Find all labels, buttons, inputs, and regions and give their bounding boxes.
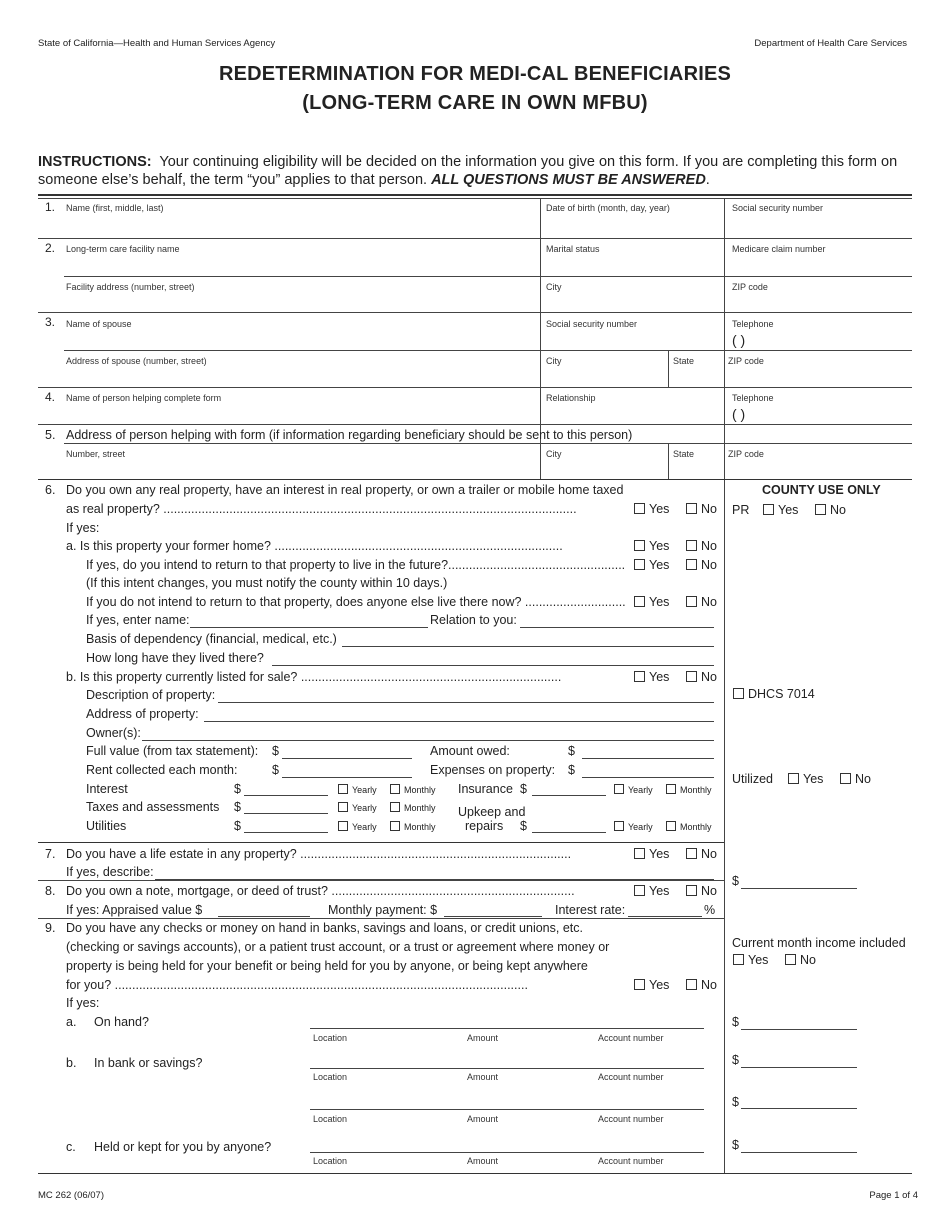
taxes-monthly-checkbox[interactable]: Monthly	[390, 802, 436, 813]
county-pr-yes-checkbox[interactable]: Yes	[763, 503, 798, 517]
question-9-line1: Do you have any checks or money on hand in banks, savings and loans, or credit unions, etc.	[66, 921, 583, 935]
rule-6	[38, 842, 724, 843]
item-number-6: 6.	[45, 483, 56, 497]
q6a-howlong-label: How long have they lived there?	[86, 651, 264, 665]
form-number: MC 262 (06/07)	[38, 1190, 105, 1201]
q9-no-checkbox[interactable]: No	[686, 978, 717, 992]
amount-owed-line[interactable]	[582, 758, 714, 759]
repairs-yearly-checkbox[interactable]: Yearly	[614, 821, 653, 832]
top-rule-2	[38, 198, 912, 199]
full-value-label: Full value (from tax statement):	[86, 744, 259, 758]
q9a-line[interactable]	[310, 1028, 704, 1029]
spouse-city-field[interactable]: City	[546, 356, 562, 366]
dhcs-7014-checkbox[interactable]: DHCS 7014	[733, 687, 815, 701]
q8-monthly-label: Monthly payment: $	[328, 903, 438, 917]
county-income-label: Current month income included	[732, 936, 906, 950]
q6a-no-checkbox[interactable]: No	[686, 539, 717, 553]
item-number-3: 3.	[45, 315, 56, 329]
question-9-line2: (checking or savings accounts), or a patient trust account, or a trust or agreement where money or	[66, 940, 610, 954]
q9-if-yes: If yes:	[66, 996, 100, 1010]
q6b-address-line[interactable]	[204, 721, 714, 722]
q9a-county-line[interactable]	[741, 1029, 857, 1030]
q9a-location-label: Location	[313, 1033, 348, 1043]
q8-no-checkbox[interactable]: No	[686, 884, 717, 898]
full-value-line[interactable]	[282, 758, 412, 759]
q6a-relation-line[interactable]	[520, 627, 714, 628]
divider-state-5	[668, 443, 669, 479]
question-9-line4: for you? .......................................................................................................................	[66, 978, 528, 992]
rule-2a	[64, 276, 912, 277]
q6b-owners-line[interactable]	[142, 740, 714, 741]
telephone-parens-3: ( )	[732, 332, 746, 348]
q9a-label: a.	[66, 1015, 77, 1029]
rule-5a	[64, 443, 912, 444]
rule-4	[38, 424, 912, 425]
q6b-no-checkbox[interactable]: No	[686, 670, 717, 684]
item-number-9: 9.	[45, 921, 56, 935]
insurance-monthly-checkbox[interactable]: Monthly	[666, 784, 712, 795]
q6a-basis-label: Basis of dependency (financial, medical, etc.)	[86, 632, 337, 646]
repairs-label: repairs	[465, 819, 504, 833]
q6b-owners-label: Owner(s):	[86, 726, 141, 740]
q9c-county-line[interactable]	[741, 1152, 857, 1153]
q6a-notify-note: (If this intent changes, you must notify the county within 10 days.)	[86, 576, 448, 590]
q6b-address-label: Address of property:	[86, 707, 199, 721]
form-subtitle: (LONG-TERM CARE IN OWN MFBU)	[302, 92, 648, 114]
q8-rate-line[interactable]	[628, 916, 702, 917]
dob-field[interactable]: Date of birth (month, day, year)	[546, 203, 670, 213]
helper-street-field[interactable]: Number, street	[66, 449, 126, 459]
q9b-county-line-1[interactable]	[741, 1067, 857, 1068]
medicare-field[interactable]: Medicare claim number	[732, 244, 826, 254]
divider-col2	[724, 199, 725, 1174]
q9b-label: b.	[66, 1056, 77, 1070]
q6a-anyone-else: If you do not intend to return to that property, does anyone else live there now? .............................	[86, 595, 626, 609]
instructions	[38, 153, 913, 189]
q6a-yes-checkbox[interactable]: Yes	[634, 539, 669, 553]
q9a-amount-label: Amount	[467, 1033, 499, 1043]
q9c-amount-label: Amount	[467, 1156, 499, 1166]
facility-zip-field[interactable]: ZIP code	[732, 282, 768, 292]
q9b-county-line-2[interactable]	[741, 1108, 857, 1109]
helper-state-field[interactable]: State	[673, 449, 695, 459]
repairs-dollar: $	[520, 819, 527, 833]
question-6-line2: as real property? .......................................................................................................................	[66, 502, 577, 516]
item-number-1: 1.	[45, 200, 56, 214]
helper-name-field[interactable]: Name of person helping complete form	[66, 393, 222, 403]
repairs-line[interactable]	[532, 832, 606, 833]
amount-owed-label: Amount owed:	[430, 744, 510, 758]
upkeep-label: Upkeep and	[458, 805, 526, 819]
rent-line[interactable]	[282, 777, 412, 778]
taxes-yearly-checkbox[interactable]: Yearly	[338, 802, 377, 813]
repairs-monthly-checkbox[interactable]: Monthly	[666, 821, 712, 832]
interest-monthly-checkbox[interactable]: Monthly	[390, 784, 436, 795]
department-name: Department of Health Care Services	[754, 38, 907, 49]
utilized-label: Utilized	[732, 772, 773, 786]
marital-status-field[interactable]: Marital status	[546, 244, 600, 254]
relationship-field[interactable]: Relationship	[546, 393, 596, 403]
instructions-emphasis: ALL QUESTIONS MUST BE ANSWERED	[431, 172, 706, 188]
spouse-name-field[interactable]: Name of spouse	[66, 319, 132, 329]
spouse-address-field[interactable]: Address of spouse (number, street)	[66, 356, 207, 366]
form-title: REDETERMINATION FOR MEDI-CAL BENEFICIARIES	[218, 63, 732, 85]
instructions-text: Your continuing eligibility will be decided on the information you give on this form. If you are completing this form on someone else’s behalf, the term “you” applies to that person.	[38, 154, 898, 188]
rule-1	[38, 238, 912, 239]
ssn-field[interactable]: Social security number	[732, 203, 824, 213]
q9b-line-2[interactable]	[310, 1109, 704, 1110]
utilities-yearly-checkbox[interactable]: Yearly	[338, 821, 377, 832]
q7-county-dollar: $	[732, 874, 739, 888]
q9a-county-dollar: $	[732, 1015, 739, 1029]
interest-yearly-checkbox[interactable]: Yearly	[338, 784, 377, 795]
interest-label: Interest	[86, 782, 128, 796]
q8-yes-checkbox[interactable]: Yes	[634, 884, 669, 898]
q9b-location-label-2: Location	[313, 1114, 348, 1124]
item-number-8: 8.	[45, 884, 56, 898]
q9c-location-label: Location	[313, 1156, 348, 1166]
q6-if-yes: If yes:	[66, 521, 100, 535]
top-rule	[38, 194, 912, 196]
insurance-dollar: $	[520, 782, 527, 796]
rent-dollar: $	[272, 763, 279, 777]
telephone-parens-4: ( )	[732, 406, 746, 422]
q6a-howlong-line[interactable]	[272, 665, 714, 666]
rent-label: Rent collected each month:	[86, 763, 238, 777]
county-use-title: COUNTY USE ONLY	[762, 483, 881, 497]
q9b-account-label-2: Account number	[598, 1114, 664, 1124]
taxes-label: Taxes and assessments	[86, 800, 220, 814]
utilized-yes-checkbox[interactable]: Yes	[788, 772, 823, 786]
income-yes-checkbox[interactable]: Yes	[733, 953, 768, 967]
q7-yes-checkbox[interactable]: Yes	[634, 847, 669, 861]
rule-2	[38, 312, 912, 313]
q8-percent: %	[704, 903, 716, 917]
q9b-account-label-1: Account number	[598, 1072, 664, 1082]
q9b-county-dollar-2: $	[732, 1095, 739, 1109]
question-5: Address of person helping with form (if information regarding beneficiary should be sent to this person)	[66, 428, 633, 442]
q6a-name-line[interactable]	[190, 627, 428, 628]
expenses-label: Expenses on property:	[430, 763, 556, 777]
interest-line[interactable]	[244, 795, 328, 796]
q6a-relation-label: Relation to you:	[430, 613, 517, 627]
page-number: Page 1 of 4	[869, 1190, 918, 1201]
rule-7	[38, 880, 724, 881]
rule-5	[38, 479, 912, 480]
q6b-description-label: Description of property:	[86, 688, 216, 702]
taxes-dollar: $	[234, 800, 241, 814]
spouse-state-field[interactable]: State	[673, 356, 695, 366]
q9c-line[interactable]	[310, 1152, 704, 1153]
facility-city-field[interactable]: City	[546, 282, 562, 292]
item-number-2: 2.	[45, 241, 56, 255]
q7-county-line[interactable]	[741, 888, 857, 889]
q8-appraised-line[interactable]	[218, 916, 310, 917]
spouse-zip-field[interactable]: ZIP code	[728, 356, 764, 366]
utilities-dollar: $	[234, 819, 241, 833]
full-value-dollar: $	[272, 744, 279, 758]
name-field[interactable]: Name (first, middle, last)	[66, 203, 164, 213]
q9c-county-dollar: $	[732, 1138, 739, 1152]
item-number-4: 4.	[45, 390, 56, 404]
q9b-line-1[interactable]	[310, 1068, 704, 1069]
expenses-line[interactable]	[582, 777, 714, 778]
q6b-yes-checkbox[interactable]: Yes	[634, 670, 669, 684]
q9b-county-dollar-1: $	[732, 1053, 739, 1067]
agency-name: State of California—Health and Human Services Agency	[38, 38, 276, 49]
taxes-line[interactable]	[244, 813, 328, 814]
q6a-else-no-checkbox[interactable]: No	[686, 595, 717, 609]
question-6-line1: Do you own any real property, have an interest in real property, or own a trailer or mobile home taxed	[66, 483, 624, 497]
county-pr-label: PR	[732, 503, 750, 517]
utilities-monthly-checkbox[interactable]: Monthly	[390, 821, 436, 832]
q9b-amount-label-2: Amount	[467, 1114, 499, 1124]
q8-rate-label: Interest rate:	[555, 903, 626, 917]
q9a-account-label: Account number	[598, 1033, 664, 1043]
q6a-intend-return: If yes, do you intend to return to that property to live in the future?...................................................	[86, 558, 626, 572]
q8-monthly-line[interactable]	[444, 916, 542, 917]
q6-yes-checkbox[interactable]: Yes	[634, 502, 669, 516]
question-8: Do you own a note, mortgage, or deed of trust? ......................................................................	[66, 884, 575, 898]
q6a-intend-no-checkbox[interactable]: No	[686, 558, 717, 572]
income-no-checkbox[interactable]: No	[785, 953, 816, 967]
q6a-enter-name-label: If yes, enter name:	[86, 613, 190, 627]
helper-telephone-field[interactable]: Telephone	[732, 393, 774, 403]
expenses-dollar: $	[568, 763, 575, 777]
rule-8	[38, 918, 724, 919]
q9b-location-label-1: Location	[313, 1072, 348, 1082]
spouse-telephone-field[interactable]: Telephone	[732, 319, 774, 329]
spouse-ssn-field[interactable]: Social security number	[546, 319, 638, 329]
q9c-held: Held or kept for you by anyone?	[94, 1140, 272, 1154]
q6a-former-home: a. Is this property your former home? ...................................................................................	[66, 539, 563, 553]
utilities-label: Utilities	[86, 819, 127, 833]
facility-address-field[interactable]: Facility address (number, street)	[66, 282, 195, 292]
q9c-account-label: Account number	[598, 1156, 664, 1166]
rule-3a	[64, 350, 912, 351]
q9b-bank: In bank or savings?	[94, 1056, 203, 1070]
bottom-rule	[38, 1173, 912, 1174]
item-number-5: 5.	[45, 428, 56, 442]
q9-yes-checkbox[interactable]: Yes	[634, 978, 669, 992]
instructions-lead: INSTRUCTIONS:	[38, 154, 152, 170]
helper-zip-field[interactable]: ZIP code	[728, 449, 764, 459]
q6a-else-yes-checkbox[interactable]: Yes	[634, 595, 669, 609]
item-number-7: 7.	[45, 847, 56, 861]
utilized-no-checkbox[interactable]: No	[840, 772, 871, 786]
q6a-intend-yes-checkbox[interactable]: Yes	[634, 558, 669, 572]
question-7: Do you have a life estate in any property? ..............................................................................	[66, 847, 572, 861]
q6-no-checkbox[interactable]: No	[686, 502, 717, 516]
question-9-line3: property is being held for your benefit or being held for you by anyone, or being kept anywhere	[66, 959, 588, 973]
instructions-end: .	[705, 172, 710, 188]
q6b-for-sale: b. Is this property currently listed for sale? ...........................................................................	[66, 670, 562, 684]
q9a-on-hand: On hand?	[94, 1015, 149, 1029]
q7-describe-label: If yes, describe:	[66, 865, 154, 879]
insurance-label: Insurance	[458, 782, 513, 796]
county-pr-no-checkbox[interactable]: No	[815, 503, 846, 517]
q9b-amount-label-1: Amount	[467, 1072, 499, 1082]
interest-dollar: $	[234, 782, 241, 796]
q7-no-checkbox[interactable]: No	[686, 847, 717, 861]
rule-3	[38, 387, 912, 388]
utilities-line[interactable]	[244, 832, 328, 833]
insurance-yearly-checkbox[interactable]: Yearly	[614, 784, 653, 795]
q8-appraised-label: If yes: Appraised value $	[66, 903, 203, 917]
q9c-label: c.	[66, 1140, 76, 1154]
helper-city-field[interactable]: City	[546, 449, 562, 459]
facility-name-field[interactable]: Long-term care facility name	[66, 244, 180, 254]
divider-state-3	[668, 350, 669, 388]
q6a-basis-line[interactable]	[342, 646, 714, 647]
insurance-line[interactable]	[532, 795, 606, 796]
q6b-description-line[interactable]	[218, 702, 714, 703]
amount-owed-dollar: $	[568, 744, 575, 758]
